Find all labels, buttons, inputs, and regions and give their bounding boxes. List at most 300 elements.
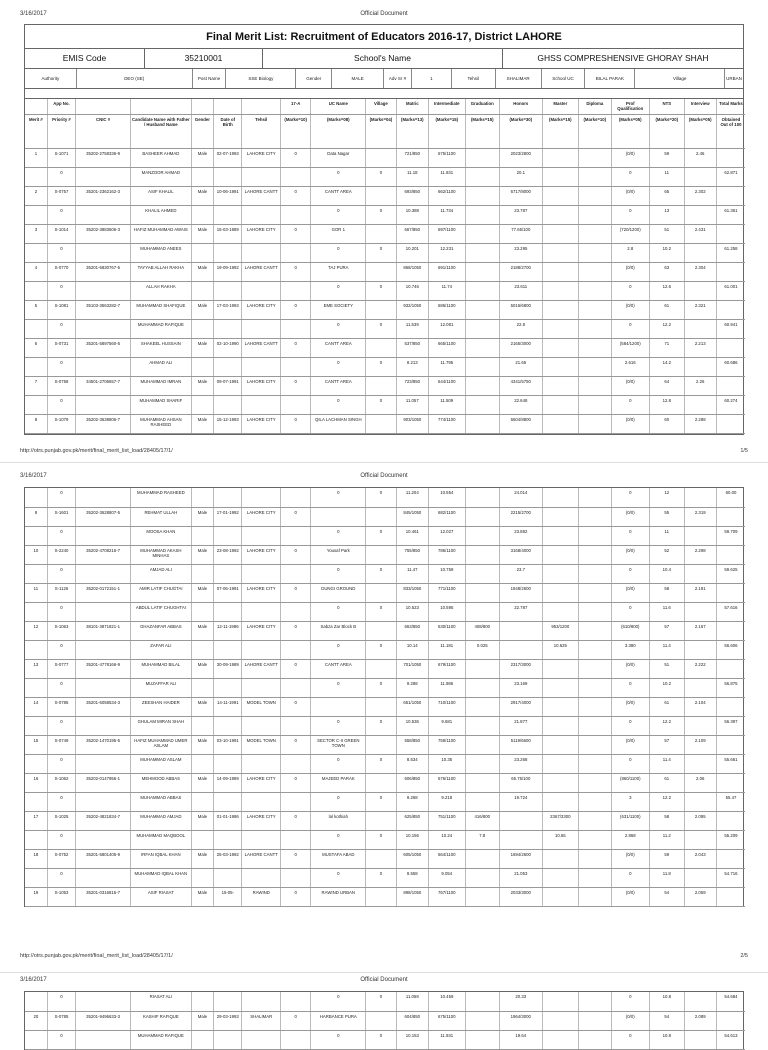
table-cell (465, 754, 499, 773)
table-cell: 2367/3300 (542, 811, 579, 830)
table-cell: 0 (311, 319, 366, 338)
table-cell: 35202-0172151-1 (76, 583, 131, 602)
page-number: 2/5 (740, 953, 748, 959)
table-cell: Male (191, 887, 213, 906)
table-cell (281, 602, 311, 621)
table-row (25, 545, 745, 564)
table-cell: 679/1100 (429, 659, 466, 678)
table-cell: 9.288 (396, 678, 428, 697)
table-cell: 55 (650, 507, 684, 526)
table-cell (579, 414, 611, 433)
table-cell (716, 811, 745, 830)
table-cell: 0 (611, 167, 650, 186)
page-header (20, 977, 748, 985)
table-cell (25, 792, 47, 811)
table-cell (542, 224, 579, 243)
table-cell (542, 281, 579, 300)
table-cell: 10.153 (396, 1030, 428, 1049)
table-cell (684, 564, 716, 583)
table-cell (684, 205, 716, 224)
table-cell: 3.380 (611, 640, 650, 659)
table-cell: 35202-4708216-7 (76, 545, 131, 564)
table-cell: 61.258 (716, 243, 745, 262)
table-cell: UC Name (311, 99, 366, 114)
table-cell: EME SOCIETY (311, 300, 366, 319)
table-cell: 9.681 (429, 716, 466, 735)
table-cell (542, 507, 579, 526)
table-cell (465, 507, 499, 526)
table-cell (716, 186, 745, 205)
table-cell (281, 205, 311, 224)
table-cell (76, 99, 131, 114)
table-cell: Male (191, 224, 213, 243)
table-cell: 0 (366, 868, 396, 887)
table-cell: 22.787 (500, 602, 543, 621)
table-row (25, 376, 745, 395)
table-cell (542, 262, 579, 281)
table-cell: 07-06-1991 (214, 583, 242, 602)
table-cell (25, 395, 47, 414)
table-cell (366, 659, 396, 678)
table-cell: 19 (25, 887, 47, 906)
table-cell: 2.043 (684, 849, 716, 868)
table-cell: 1694/2600 (500, 849, 543, 868)
table-cell: 4341/5750 (500, 376, 543, 395)
table-cell (281, 319, 311, 338)
table-cell: 23.7 (500, 564, 543, 583)
table-cell: 0 (311, 488, 366, 507)
table-cell (214, 754, 242, 773)
table-cell: (0/0) (611, 414, 650, 433)
table-cell: 35201-6830767-5 (76, 262, 131, 281)
table-cell (366, 697, 396, 716)
table-cell (465, 167, 499, 186)
table-cell (214, 488, 242, 507)
table-cell: LAHORE CITY (242, 507, 281, 526)
table-cell (716, 300, 745, 319)
table-cell (716, 376, 745, 395)
table-row (25, 205, 745, 224)
table-cell (25, 243, 47, 262)
table-cell (716, 1011, 745, 1030)
table-cell (191, 526, 213, 545)
table-cell (579, 1030, 611, 1049)
table-cell (281, 281, 311, 300)
table-cell: 0 (366, 395, 396, 414)
table-cell: (0/0) (611, 583, 650, 602)
table-row (25, 868, 745, 887)
table-cell: 0 (281, 583, 311, 602)
table-cell: 0 (281, 338, 311, 357)
table-cell: 11.4 (650, 640, 684, 659)
table-cell (242, 640, 281, 659)
table-cell (684, 754, 716, 773)
table-cell: Male (191, 148, 213, 167)
table-cell: Male (191, 773, 213, 792)
table-cell: 786/1100 (429, 545, 466, 564)
table-cell (214, 1030, 242, 1049)
table-cell: LAHORE CITY (242, 811, 281, 830)
table-row (25, 735, 745, 754)
table-row (25, 583, 745, 602)
table-cell: LAHORE CANTT (242, 338, 281, 357)
table-cell: 9.054 (429, 868, 466, 887)
table-cell (25, 357, 47, 376)
table-row (25, 1030, 745, 1049)
table-cell: 0 (611, 395, 650, 414)
table-cell (684, 319, 716, 338)
table-cell: 0 (281, 621, 311, 640)
table-cell: 0 (611, 754, 650, 773)
table-cell (465, 243, 499, 262)
table-row (25, 148, 745, 167)
table-cell (25, 488, 47, 507)
official-document-label: Official Document (360, 977, 408, 983)
table-cell: Obtained Out of 100 (716, 114, 745, 148)
authority-cell: 1 (412, 69, 452, 88)
table-cell: 0 (366, 754, 396, 773)
table-cell: CANTT AREA (311, 659, 366, 678)
table-cell: 0 (47, 488, 75, 507)
table-cell (242, 167, 281, 186)
table-cell: Male (191, 300, 213, 319)
table-cell: 01-01-1986 (214, 811, 242, 830)
table-cell (579, 678, 611, 697)
table-cell (465, 186, 499, 205)
table-cell (716, 262, 745, 281)
table-cell: MUHAMMAD IMRAN (130, 376, 191, 395)
table-cell (465, 716, 499, 735)
table-cell (465, 281, 499, 300)
table-cell: (0/0) (611, 1011, 650, 1030)
table-cell: 14.2 (650, 357, 684, 376)
table-cell: 61 (650, 773, 684, 792)
table-cell: 0 (366, 564, 396, 583)
table-cell (214, 167, 242, 186)
table-cell (191, 716, 213, 735)
table-cell: S-0757 (47, 186, 75, 205)
table-cell: S-0752 (47, 849, 75, 868)
table-cell: 11.058 (396, 992, 428, 1011)
merit-table-continued (24, 991, 744, 1050)
table-cell: 0 (47, 992, 75, 1011)
table-cell: MODEL TOWN (242, 697, 281, 716)
table-cell (579, 186, 611, 205)
table-row (25, 678, 745, 697)
table-cell (25, 167, 47, 186)
table-cell (579, 849, 611, 868)
spacer-row (25, 89, 743, 99)
table-cell: 0 (311, 754, 366, 773)
table-cell: 17-03-1993 (214, 300, 242, 319)
table-cell (214, 992, 242, 1011)
table-cell: 10.595 (429, 602, 466, 621)
table-cell (542, 602, 579, 621)
table-cell (76, 488, 131, 507)
authority-bar (25, 69, 743, 89)
table-cell (191, 319, 213, 338)
table-cell: Gender (191, 114, 213, 148)
table-cell: HAFIZ MUHAMMAD AWAIS (130, 224, 191, 243)
table-cell: 54.684 (716, 992, 745, 1011)
table-cell: 12.2 (650, 716, 684, 735)
table-cell (191, 357, 213, 376)
table-cell: QILA LACHMAN SINGH (311, 414, 366, 433)
table-cell: 767/1100 (429, 887, 466, 906)
table-cell (542, 697, 579, 716)
table-cell: MANZOOR AHMAD (130, 167, 191, 186)
table-row (25, 300, 745, 319)
table-cell (579, 167, 611, 186)
table-cell: 5119/6600 (500, 735, 543, 754)
authority-cell: SHALIMAR (496, 69, 542, 88)
table-cell (25, 319, 47, 338)
table-cell: (0/0) (611, 300, 650, 319)
table-cell: 35202-3628807-5 (76, 507, 131, 526)
table-cell (281, 716, 311, 735)
table-cell: 65 (650, 186, 684, 205)
table-cell: 21.65 (500, 357, 543, 376)
table-cell (684, 716, 716, 735)
table-cell: 0 (366, 319, 396, 338)
table-cell: LAHORE CITY (242, 414, 281, 433)
table-cell: 16 (25, 773, 47, 792)
table-cell: 0 (611, 992, 650, 1011)
table-cell: 0 (366, 830, 396, 849)
table-cell: 953/1200 (542, 621, 579, 640)
table-cell: 0 (281, 735, 311, 754)
table-cell: 10.4 (650, 564, 684, 583)
table-cell: 675/1100 (429, 148, 466, 167)
page-header (20, 473, 748, 481)
table-cell: 15-03-1989 (214, 224, 242, 243)
table-cell: 0 (311, 792, 366, 811)
table-cell (579, 659, 611, 678)
table-cell: 55.661 (716, 754, 745, 773)
source-url[interactable]: http://otrs.punjab.gov.pk/merit/final_merit_list_load/28405/17/1/ (20, 448, 173, 454)
table-cell (579, 868, 611, 887)
table-cell: 0 (47, 868, 75, 887)
table-cell: (0/0) (611, 849, 650, 868)
table-cell (242, 319, 281, 338)
table-cell: 2188/2700 (500, 262, 543, 281)
table-cell (25, 868, 47, 887)
table-cell: MUHAMMAD ASLAM (130, 754, 191, 773)
table-cell (542, 319, 579, 338)
table-cell: 0 (311, 395, 366, 414)
table-cell (465, 992, 499, 1011)
table-cell: 19.724 (500, 792, 543, 811)
table-cell (716, 659, 745, 678)
table-cell: App No. (47, 99, 75, 114)
table-cell (76, 602, 131, 621)
table-cell (214, 99, 242, 114)
table-cell (130, 99, 191, 114)
table-cell: 723/850 (396, 376, 428, 395)
table-cell: ALLAH RAKHA (130, 281, 191, 300)
authority-cell: MALE (332, 69, 384, 88)
table-cell: Tehsil (242, 114, 281, 148)
table-cell (684, 488, 716, 507)
table-row (25, 773, 745, 792)
table-cell (214, 602, 242, 621)
table-cell: 721/850 (396, 148, 428, 167)
table-cell: 0 (47, 167, 75, 186)
table-cell: 710/1100 (429, 697, 466, 716)
table-cell: 11 (25, 583, 47, 602)
table-cell: 0 (281, 849, 311, 868)
table-cell (76, 716, 131, 735)
table-cell: 10.759 (429, 564, 466, 583)
table-cell (716, 148, 745, 167)
table-cell: S-0749 (47, 735, 75, 754)
table-cell: (584/1200) (611, 338, 650, 357)
table-cell (281, 395, 311, 414)
table-cell (579, 338, 611, 357)
table-cell: 686/1100 (429, 300, 466, 319)
table-cell: 35201-6058534-3 (76, 697, 131, 716)
table-cell: 20 (25, 1011, 47, 1030)
table-cell: 2033/3000 (500, 887, 543, 906)
table-cell: 0 (611, 319, 650, 338)
table-cell: 0 (366, 526, 396, 545)
table-cell: 9.218 (429, 792, 466, 811)
table-cell (242, 526, 281, 545)
table-cell: 11.8 (650, 868, 684, 887)
table-cell: 58 (650, 811, 684, 830)
table-row (25, 357, 745, 376)
table-cell: 35201-4778166-9 (76, 659, 131, 678)
authority-cell: URBAN (726, 76, 742, 81)
table-cell: (Marks=10) (281, 114, 311, 148)
table-cell: 35103-3563282-7 (76, 300, 131, 319)
table-cell: 0 (611, 205, 650, 224)
table-cell: 2.288 (684, 414, 716, 433)
table-cell: 2.059 (684, 887, 716, 906)
table-cell (684, 167, 716, 186)
table-cell: 23-08-1992 (214, 545, 242, 564)
table-cell: 12 (25, 621, 47, 640)
table-cell: 62.871 (716, 167, 745, 186)
table-cell: 0 (311, 526, 366, 545)
authority-cell: Authority (25, 69, 77, 88)
table-cell (579, 507, 611, 526)
table-cell (579, 357, 611, 376)
table-cell: 606/850 (396, 773, 428, 792)
table-cell (281, 357, 311, 376)
table-cell (579, 224, 611, 243)
table-cell: 11 (650, 167, 684, 186)
table-cell: 2.302 (684, 186, 716, 205)
table-cell: S-1081 (47, 300, 75, 319)
table-cell: Graduation (465, 99, 499, 114)
table-cell: (0/0) (611, 659, 650, 678)
table-cell: 0 (281, 300, 311, 319)
table-cell: GHULAM MIRAN SHAH (130, 716, 191, 735)
table-cell: (Marks=10) (579, 114, 611, 148)
table-cell (716, 338, 745, 357)
table-cell: 59.709 (716, 526, 745, 545)
table-cell (542, 754, 579, 773)
emis-label: EMIS Code (25, 49, 145, 68)
table-cell (716, 507, 745, 526)
table-cell (242, 205, 281, 224)
table-cell: KHALIL AHMED (130, 205, 191, 224)
table-cell: 2.298 (684, 545, 716, 564)
table-cell (465, 319, 499, 338)
table-cell (214, 830, 242, 849)
table-cell (214, 395, 242, 414)
table-cell (716, 621, 745, 640)
table-cell (465, 205, 499, 224)
table-cell: 2.321 (684, 300, 716, 319)
table-cell: MUHAMMAD ANEES (130, 243, 191, 262)
authority-cell: Tehsil (452, 69, 496, 88)
table-cell (76, 357, 131, 376)
table-cell: 903/1050 (396, 414, 428, 433)
table-cell (242, 992, 281, 1011)
table-cell: 664/1100 (429, 849, 466, 868)
table-cell: Sabza Zar Block B (311, 621, 366, 640)
table-cell: 23.882 (500, 526, 543, 545)
table-cell (716, 545, 745, 564)
table-cell (242, 754, 281, 773)
table-cell: 30-09-1989 (214, 659, 242, 678)
table-cell (579, 526, 611, 545)
table-cell: LAHORE CITY (242, 773, 281, 792)
table-cell: 10.746 (396, 281, 428, 300)
table-cell: 35202-2758336-9 (76, 148, 131, 167)
table-cell: 0 (366, 243, 396, 262)
table-cell (366, 545, 396, 564)
table-cell: 56.397 (716, 716, 745, 735)
table-cell: 10.625 (542, 640, 579, 659)
table-cell (542, 773, 579, 792)
table-cell: S-1126 (47, 583, 75, 602)
table-cell: 2.304 (684, 262, 716, 281)
table-cell: LAHORE CANTT (242, 849, 281, 868)
table-cell (25, 99, 47, 114)
table-cell: 0 (366, 205, 396, 224)
print-date: 3/16/2017 (20, 473, 47, 479)
table-cell (242, 868, 281, 887)
table-cell (542, 792, 579, 811)
table-cell: 57 (650, 735, 684, 754)
table-cell: MUHAMMAD MAQBOOL (130, 830, 191, 849)
table-cell (465, 602, 499, 621)
table-cell: 8.534 (396, 754, 428, 773)
table-cell: 54.716 (716, 868, 745, 887)
table-cell (281, 678, 311, 697)
table-cell (366, 186, 396, 205)
table-cell: (0/0) (611, 376, 650, 395)
table-cell (465, 887, 499, 906)
table-cell (242, 99, 281, 114)
table-cell (579, 262, 611, 281)
table-cell: 23.787 (500, 205, 543, 224)
table-cell: TAYYAB ALLAH RAKHA (130, 262, 191, 281)
page-footer (20, 448, 748, 456)
table-cell: 0 (281, 186, 311, 205)
table-cell: 0 (281, 545, 311, 564)
table-cell (542, 526, 579, 545)
source-url[interactable]: http://otrs.punjab.gov.pk/merit/final_merit_list_load/28405/17/1/ (20, 953, 173, 959)
table-cell: 0 (311, 602, 366, 621)
table-cell (465, 545, 499, 564)
table-cell: RAWIND (242, 887, 281, 906)
table-cell: 11.931 (429, 167, 466, 186)
table-cell: Priority # (47, 114, 75, 148)
